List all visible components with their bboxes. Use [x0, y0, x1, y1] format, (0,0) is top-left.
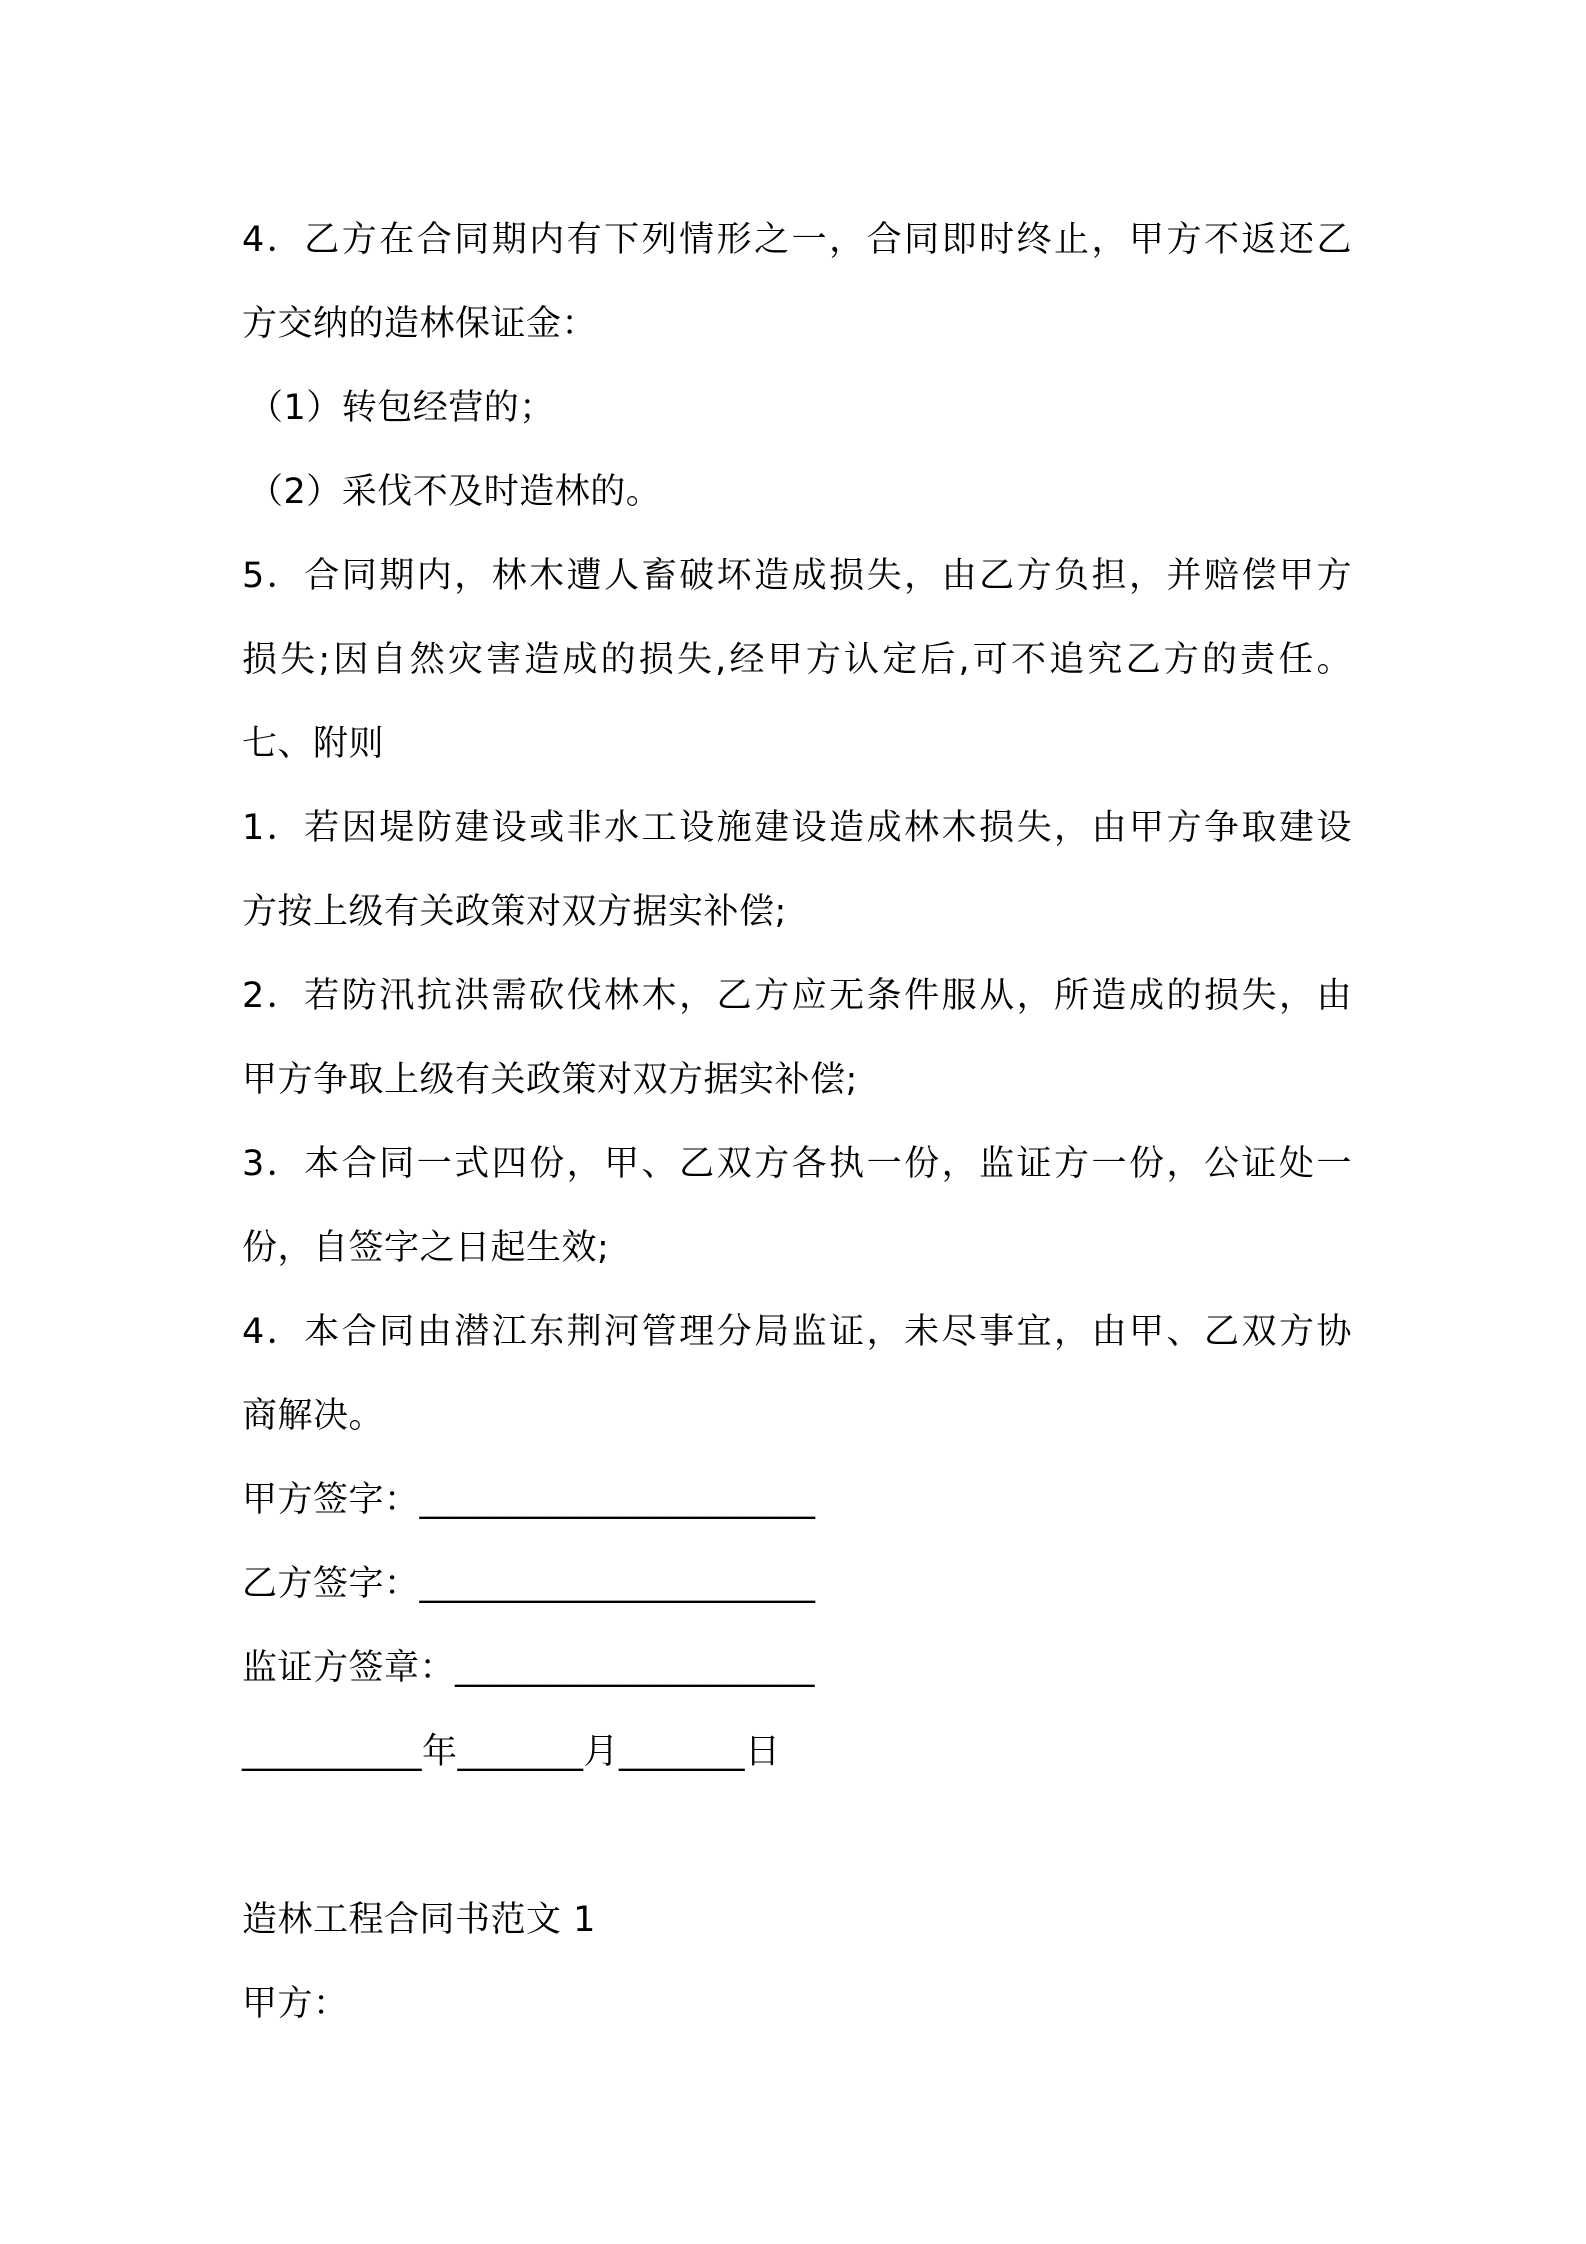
appendix-3-line-1: 3．本合同一式四份，甲、乙双方各执一份，监证方一份，公证处一	[242, 1144, 1352, 1184]
clause-5-line-2: 损失;因自然灾害造成的损失,经甲方认定后,可不追究乙方的责任。	[242, 640, 1352, 680]
appendix-2-line-2: 甲方争取上级有关政策对双方据实补偿;	[242, 1060, 858, 1100]
appendix-3-line-2: 份，自签字之日起生效;	[242, 1228, 610, 1268]
clause-5-line-1: 5．合同期内，林木遭人畜破坏造成损失，由乙方负担，并赔偿甲方	[242, 556, 1352, 596]
supervisor-seal-line: 监证方签章：____________________	[242, 1648, 816, 1688]
clause-4-item-1: （1）转包经营的；	[248, 388, 555, 428]
party-b-signature-line: 乙方签字：______________________	[242, 1564, 816, 1604]
appendix-1-line-2: 方按上级有关政策对双方据实补偿;	[242, 892, 787, 932]
section-heading-appendix: 七、附则	[242, 724, 385, 764]
party-a-label: 甲方：	[242, 1984, 349, 2024]
clause-4-item-2: （2）采伐不及时造林的。	[248, 472, 662, 512]
next-document-title: 造林工程合同书范文 1	[242, 1900, 596, 1940]
appendix-4-line-1: 4．本合同由潜江东荆河管理分局监证，未尽事宜，由甲、乙双方协	[242, 1312, 1352, 1352]
date-line: __________年_______月_______日	[242, 1732, 781, 1772]
document-body	[242, 198, 1352, 2046]
clause-4-line-1: 4．乙方在合同期内有下列情形之一，合同即时终止，甲方不返还乙	[242, 220, 1352, 260]
appendix-1-line-1: 1．若因堤防建设或非水工设施建设造成林木损失，由甲方争取建设	[242, 808, 1352, 848]
clause-4-line-2: 方交纳的造林保证金：	[242, 304, 598, 344]
appendix-4-line-2: 商解决。	[242, 1396, 385, 1436]
party-a-signature-line: 甲方签字：______________________	[242, 1480, 816, 1520]
appendix-2-line-1: 2．若防汛抗洪需砍伐林木，乙方应无条件服从，所造成的损失，由	[242, 976, 1352, 1016]
blank-spacer	[242, 1794, 1352, 1878]
